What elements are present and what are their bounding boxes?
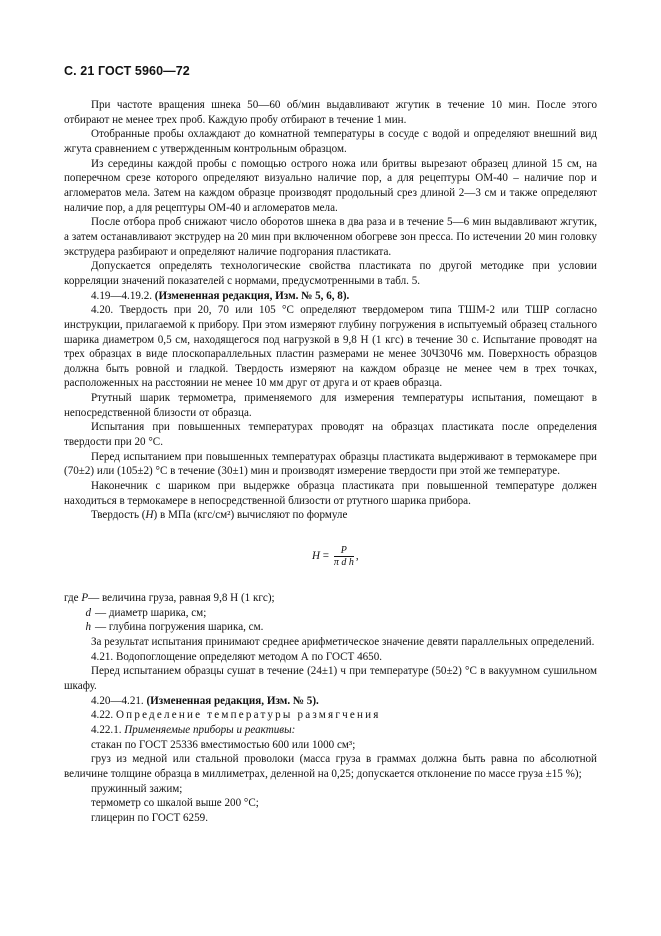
- list-item-beaker: стакан по ГОСТ 25336 вместимостью 600 или 1000 см³;: [91, 738, 356, 751]
- formula-denominator: π d h: [333, 557, 354, 569]
- legend-symbol: d: [85, 606, 91, 619]
- legend-symbol: h: [85, 621, 91, 634]
- list-item-glycerin: глицерин по ГОСТ 6259.: [91, 811, 208, 824]
- legend-text: — величина груза, равная 9,8 Н (1 кгс);: [88, 592, 275, 605]
- paragraph-formula-intro: Твердость (H) в МПа (кгс/см²) вычисляют по формуле: [91, 509, 348, 522]
- legend-symbol: P: [81, 592, 89, 605]
- paragraph-result: За результат испытания принимают среднее арифметическое значение девяти параллельных определений.: [91, 636, 595, 648]
- legend-prefix: где: [64, 592, 79, 605]
- clause-number: 4.22.1.: [91, 723, 122, 736]
- legend-row-h: [64, 620, 597, 635]
- paragraph-reduce-speed: После отбора проб снижают число оборотов шнека в два раза и в течение 5—6 мин выдавливают жгутик, а затем останавливают экструдер на 20 мин при включенном обогреве зон пресса. По истечении 20 мин головку экструдера разбирают и определяют наличие подгорания пластиката.: [64, 216, 597, 258]
- legend-row-p: [64, 591, 597, 606]
- paragraph-equipment-heading: [64, 723, 597, 738]
- clause-number: 4.20—4.21.: [91, 694, 144, 707]
- list-item-clamp: пружинный зажим;: [91, 782, 183, 795]
- document-body: [64, 98, 597, 826]
- list-item-weight: груз из медной или стальной проволоки (масса груза в граммах должна быть равна по абсолютной величине толщине образца в миллиметрах, деленной на 0,25; допускается отклонение по массе груза ±15 %);: [64, 753, 597, 780]
- paragraph-thermometer: Ртутный шарик термометра, применяемого для измерения температуры испытания, помещают в непосредственной близости от образца.: [64, 392, 597, 419]
- list-item-thermometer: термометр со шкалой выше 200 °С;: [91, 797, 259, 810]
- paragraph-extrusion-speed: При частоте вращения шнека 50—60 об/мин выдавливают жгутик в течение 10 мин. После этого отбирают не менее трех проб. Каждую пробу отбирают в течение 1 мин.: [64, 99, 597, 126]
- formula-fraction: [334, 545, 354, 568]
- section-title: Определение температуры размягчения: [115, 709, 381, 722]
- page-header: С. 21 ГОСТ 5960—72: [64, 64, 190, 78]
- paragraph-sample-cut: Из середины каждой пробы с помощью острого ножа или бритвы вырезают образец длиной 15 см, на поперечном срезе которого определяют визуально наличие пор, а для рецептуры ОМ-40 – наличие пор и агломератов мела. Затем на каждом образце производят продольный срез длиной 2—3 см и также определяют наличие пор, а для рецептуры ОМ-40 и агломератов мела.: [64, 157, 597, 214]
- paragraph-hardness: 4.20. Твердость при 20, 70 или 105 °С определяют твердомером типа ТШМ-2 или ТШР согласно инструкции, прилагаемой к прибору. При этом измеряют глубину погружения в испытуемый образец стального шарика диаметром 0,5 см, находящегося под нагрузкой в 9,8 Н (1 кгс) в течение 30 с. Испытание проводят на трех образцах в виде плоскопараллельных пластин размерами не менее 30Ч30Ч6 мм. Поверхность образцов должна быть ровной и гладкой. Твердость измеряют на каждом образце не менее чем в трех точках, расположенных на расстоянии не менее 10 мм друг от друга и от краев образца.: [64, 304, 597, 390]
- paragraph-drying: Перед испытанием образцы сушат в течение (24±1) ч при температуре (50±2) °С в вакуумном сушильном шкафу.: [64, 665, 597, 692]
- hardness-formula: [64, 523, 597, 591]
- legend-text: — диаметр шарика, см;: [95, 606, 207, 619]
- revision-note: (Измененная редакция, Изм. № 5).: [146, 694, 319, 707]
- paragraph-water-absorption: 4.21. Водопоглощение определяют методом А по ГОСТ 4650.: [91, 650, 383, 663]
- subsection-title: Применяемые приборы и реактивы:: [124, 723, 296, 736]
- paragraph-softening-heading: [64, 708, 597, 723]
- clause-number: 4.22.: [91, 709, 114, 722]
- paragraph-revision-4-19: [64, 289, 597, 304]
- paragraph-alternative-method: Допускается определять технологические свойства пластиката по другой методике при условии корреляции значений показателей с нормами, предусмотренными в табл. 5.: [64, 260, 597, 287]
- paragraph-thermochamber: Перед испытанием при повышенных температурах образцы пластиката выдерживают в термокамере при (70±2) или (105±2) °С в течение (30±1) мин и производят измерение твердости при этой же температуре.: [64, 450, 597, 478]
- revision-note: (Измененная редакция, Изм. № 5, 6, 8).: [154, 289, 350, 302]
- paragraph-tip-position: Наконечник с шариком при выдержке образца пластиката при повышенной температуре должен находиться в термокамере в непосредственной близости от ртутного шарика прибора.: [64, 480, 597, 507]
- formula-numerator: P: [334, 545, 354, 557]
- formula-equals: =: [320, 550, 332, 563]
- paragraph-revision-4-20: [64, 694, 597, 709]
- clause-number: 4.19—4.19.2.: [91, 289, 153, 302]
- formula-lhs: H: [312, 550, 321, 563]
- paragraph-cooling: Отобранные пробы охлаждают до комнатной температуры в сосуде с водой и определяют внешний вид жгута сравнением с утвержденным контрольным образцом.: [64, 128, 597, 155]
- paragraph-elevated-temp: Испытания при повышенных температурах проводят на образцах пластиката после определения твердости при 20 °С.: [64, 421, 597, 449]
- formula-comma: ,: [355, 550, 359, 563]
- legend-text: — глубина погружения шарика, см.: [95, 621, 264, 634]
- legend-row-d: [64, 606, 597, 621]
- symbol-h: H: [145, 509, 154, 522]
